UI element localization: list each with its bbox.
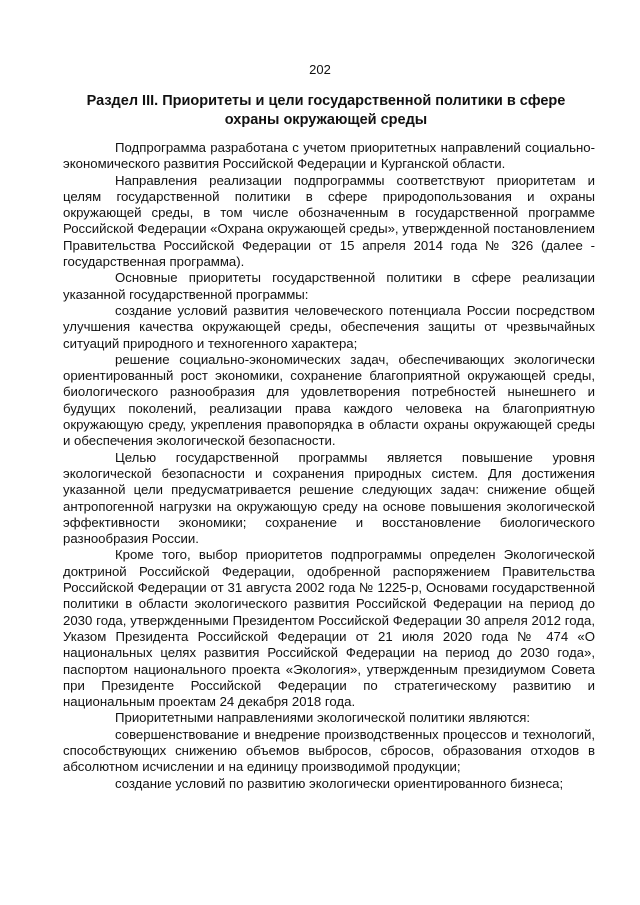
paragraph: создание условий по развитию экологически ориентированного бизнеса; xyxy=(115,775,564,791)
paragraph: Кроме того, выбор приоритетов подпрограммы определен Экологической доктриной Российской Федерации, одобренной распоряжением Правительства Российской Федерации от 31 августа 2002 года № 1225-р, Основами государственной политики в области экологического развития Российской Федерации на период до 2030 года, утвержденными Президентом Российской Федерации 30 апреля 2012 года, Указом Президента Российской Федерации от 21 июля 2020 года № 474 «О национальных целях развития Российской Федерации на период до 2030 года», паспортом национального проекта «Экология», утвержденным президиумом Совета при Президенте Российской Федерации по стратегическому развитию и национальным проектам 24 декабря 2018 года. xyxy=(63,547,595,710)
body-text xyxy=(63,140,595,792)
page-number: 202 xyxy=(309,62,331,77)
paragraph: Направления реализации подпрограммы соответствуют приоритетам и целям государственной политики в сфере природопользования и охраны окружающей среды, в том числе обозначенным в государственной программе Российской Федерации «Охрана окружающей среды», утвержденной постановлением Правительства Российской Федерации от 15 апреля 2014 года № 326 (далее - государственная программа). xyxy=(63,172,595,270)
paragraph: Целью государственной программы является повышение уровня экологической безопасности и сохранения природных систем. Для достижения указанной цели предусматривается решение следующих задач: снижение общей антропогенной нагрузки на окружающую среду на основе повышения экологической эффективности экономики; сохранение и восстановление биологического разнообразия России. xyxy=(63,449,595,547)
paragraph: решение социально-экономических задач, обеспечивающих экологически ориентированный рост экономики, сохранение благоприятной окружающей среды, биологического разнообразия для удовлетворения потребностей нынешнего и будущих поколений, реализации права каждого человека на благоприятную окружающую среду, укрепления правопорядка в области охраны окружающей среды и обеспечения экологической безопасности. xyxy=(63,351,595,449)
paragraph: Основные приоритеты государственной политики в сфере реализации указанной государственной программы: xyxy=(63,270,595,302)
paragraph: совершенствование и внедрение производственных процессов и технологий, способствующих снижению объемов выбросов, сбросов, образования отходов в абсолютном исчислении и на единицу производимой продукции; xyxy=(63,726,595,775)
paragraph: Подпрограмма разработана с учетом приоритетных направлений социально-экономического развития Российской Федерации и Курганской области. xyxy=(63,140,595,172)
paragraph: Приоритетными направлениями экологической политики являются: xyxy=(115,710,531,726)
section-title: Раздел III. Приоритеты и цели государственной политики в сфере охраны окружающей среды xyxy=(86,93,566,128)
paragraph: создание условий развития человеческого потенциала России посредством улучшения качества окружающей среды, обеспечения защиты от чрезвычайных ситуаций природного и техногенного характера; xyxy=(63,302,595,351)
